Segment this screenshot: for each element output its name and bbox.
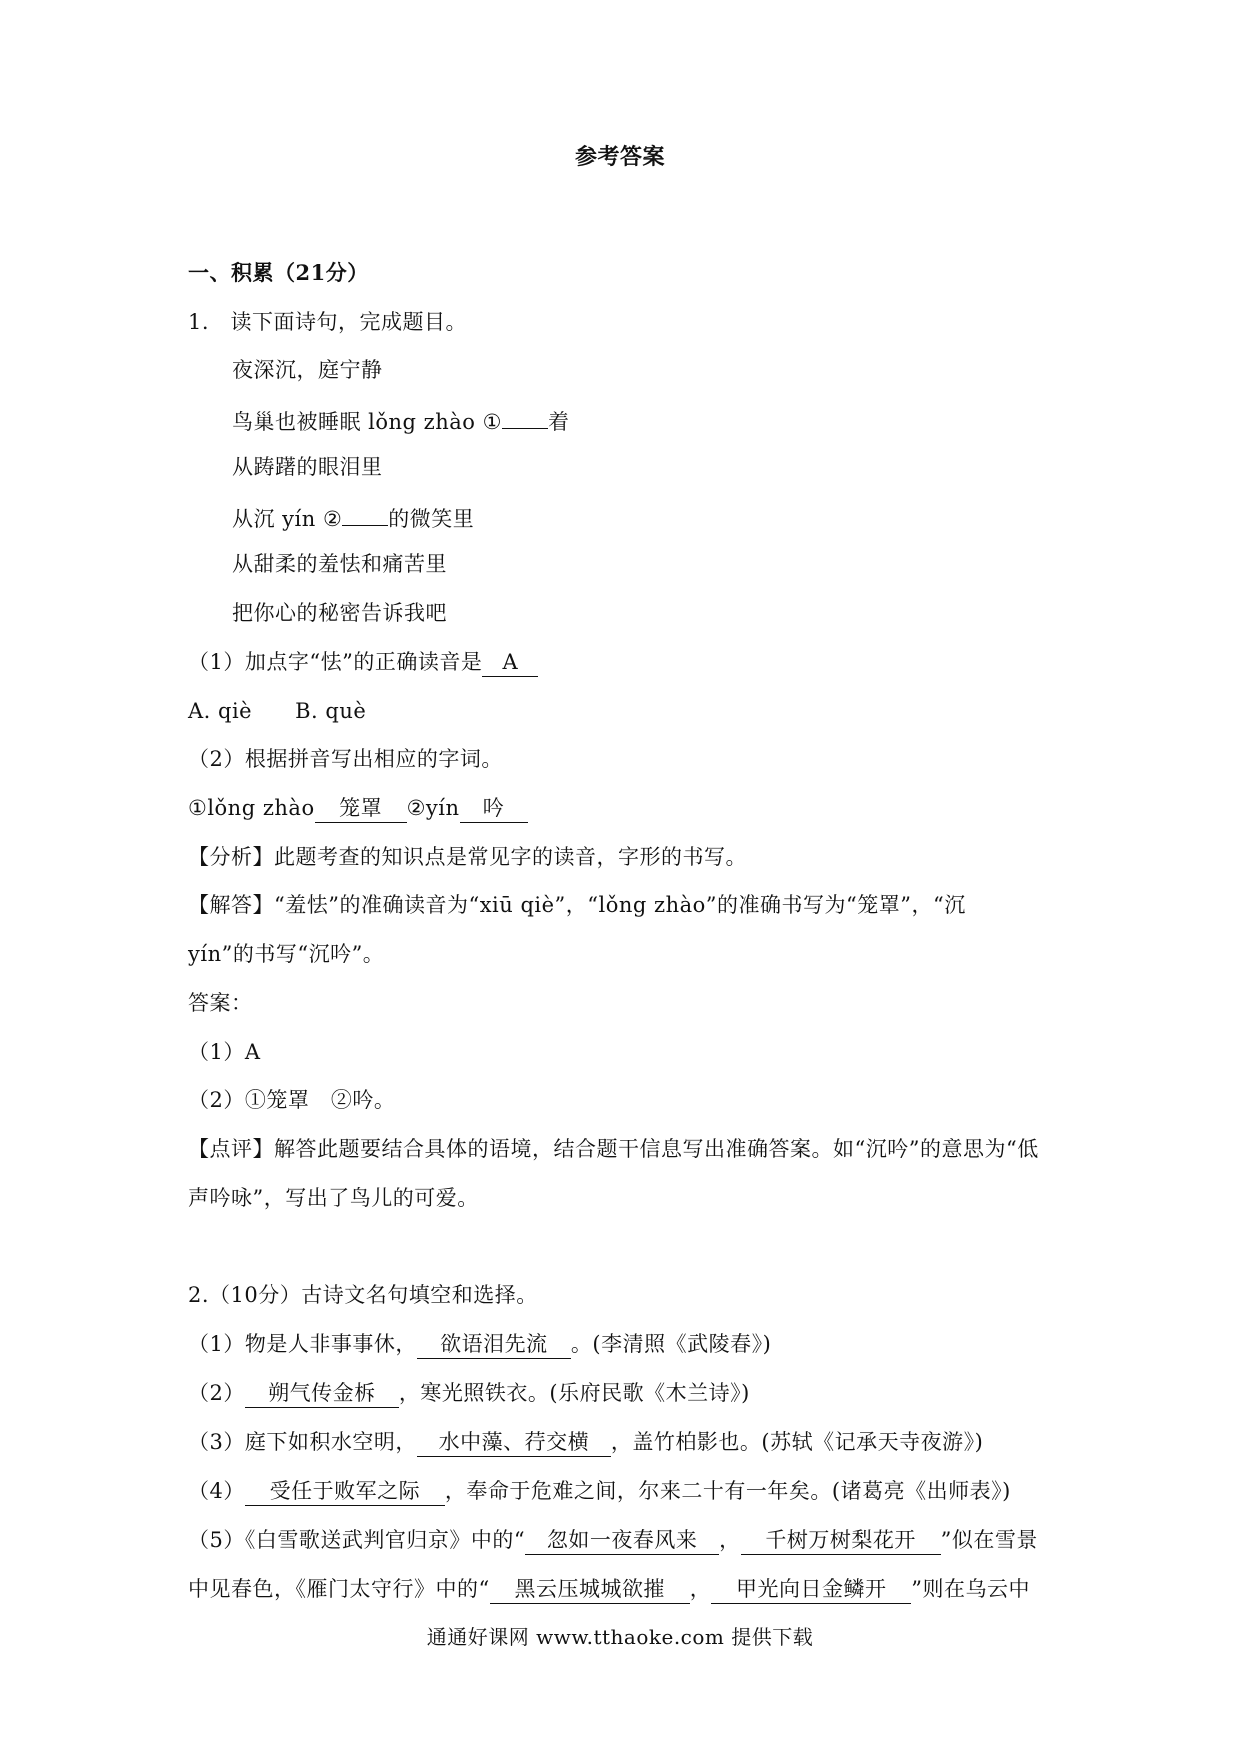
comment-text-1: 【点评】解答此题要结合具体的语境，结合题干信息写出准确答案。如“沉吟”的意思为“低 — [188, 1137, 1039, 1161]
q1-part-2-answers — [188, 793, 528, 823]
poem-line-3: 从踌躇的眼泪里 — [232, 455, 383, 479]
q1-part-2: （2）根据拼音写出相应的字词。 — [188, 747, 503, 771]
q2-item-5-tail-2: ”则在乌云中 — [911, 1577, 1030, 1601]
q2-item-2-text: （2） — [188, 1381, 245, 1405]
q1-part-2-pinyin-1: ①lǒng zhào — [188, 796, 315, 820]
answer-label: 答案： — [188, 991, 253, 1015]
q1-part-2-answer-2: 吟 — [460, 794, 528, 823]
fill-blank-1[interactable] — [502, 404, 548, 429]
q2-item-1-source: 。(李清照《武陵春》) — [570, 1332, 772, 1356]
answer-2: （2）①笼罩 ②吟。 — [188, 1088, 396, 1112]
q2-item-1 — [188, 1329, 771, 1359]
q2-item-5-answer-3: 黑云压城城欲摧 — [490, 1575, 690, 1604]
poem-line-4 — [232, 501, 474, 534]
page-footer: 通通好课网 www.tthaoke.com 提供下载 — [426, 1625, 814, 1649]
page-title: 参考答案 — [574, 144, 665, 170]
q2-item-5-tail: ”似在雪景 — [940, 1528, 1038, 1552]
poem-line-2 — [232, 404, 569, 437]
q2-item-1-answer: 欲语泪先流 — [417, 1330, 571, 1359]
poem-line-6: 把你心的秘密告诉我吧 — [232, 601, 447, 625]
q2-item-3-text: （3）庭下如积水空明， — [188, 1430, 417, 1454]
q2-item-2-answer: 朔气传金柝 — [245, 1379, 399, 1408]
q2-item-1-text: （1）物是人非事事休， — [188, 1332, 417, 1356]
q2-item-2-source: ，寒光照铁衣。(乐府民歌《木兰诗》) — [398, 1381, 750, 1405]
q2-item-5-separator-2: ， — [689, 1577, 712, 1601]
answer-1: （1）A — [188, 1040, 261, 1064]
q1-options: A. qiè B. què — [188, 699, 367, 723]
q2-item-3 — [188, 1427, 983, 1457]
poem-line-4-text: 从沉 yín ② — [232, 507, 343, 531]
q2-item-3-answer: 水中藻、荇交横 — [417, 1428, 611, 1457]
poem-line-2-text: 鸟巢也被睡眠 lǒng zhào ① — [232, 410, 502, 434]
q2-item-4 — [188, 1476, 1011, 1506]
section-heading: 一、积累（21分） — [188, 260, 369, 285]
solution-text-2: yín”的书写“沉吟”。 — [188, 942, 385, 966]
q2-item-3-source: ，盖竹柏影也。(苏轼《记承天寺夜游》) — [610, 1430, 984, 1454]
q2-item-5-answer-2: 千树万树梨花开 — [741, 1526, 941, 1555]
q2-item-5-line-1 — [188, 1525, 1038, 1555]
q1-part-1-answer: A — [482, 648, 538, 677]
comment-text-2: 声吟咏”，写出了鸟儿的可爱。 — [188, 1186, 479, 1210]
solution-text-1: 【解答】“羞怯”的准确读音为“xiū qiè”，“lǒng zhào”的准确书写为“笼罩”，“沉 — [188, 893, 966, 917]
q1-part-1 — [188, 647, 538, 677]
q1-part-1-text: （1）加点字“怯”的正确读音是 — [188, 650, 483, 674]
q2-item-5-answer-1: 忽如一夜春风来 — [525, 1526, 719, 1555]
q2-item-5-text-2: 中见春色，《雁门太守行》中的“ — [188, 1577, 490, 1601]
poem-line-4-end: 的微笑里 — [388, 507, 475, 531]
q1-part-2-pinyin-2: ②yín — [406, 796, 460, 820]
q2-item-5-separator: ， — [719, 1528, 741, 1552]
q2-item-4-source: ，奉命于危难之间，尔来二十有一年矣。(诸葛亮《出师表》) — [444, 1479, 1011, 1503]
question-1-stem: 1. 读下面诗句，完成题目。 — [188, 310, 468, 334]
q2-item-5-answer-4: 甲光向日金鳞开 — [711, 1575, 911, 1604]
analysis-text: 【分析】此题考查的知识点是常见字的读音，字形的书写。 — [188, 845, 747, 869]
q2-item-5-text: （5）《白雪歌送武判官归京》中的“ — [188, 1528, 526, 1552]
q1-part-2-answer-1: 笼罩 — [315, 794, 407, 823]
q2-item-4-text: （4） — [188, 1479, 245, 1503]
q2-item-4-answer: 受任于败军之际 — [245, 1477, 445, 1506]
poem-line-2-end: 着 — [547, 410, 570, 434]
question-2-stem: 2.（10分）古诗文名句填空和选择。 — [188, 1283, 538, 1307]
poem-line-1: 夜深沉，庭宁静 — [232, 358, 383, 382]
q2-item-2 — [188, 1378, 750, 1408]
q2-item-5-line-2 — [188, 1574, 1030, 1604]
fill-blank-2[interactable] — [342, 501, 388, 526]
poem-line-5: 从甜柔的羞怯和痛苦里 — [232, 552, 447, 576]
